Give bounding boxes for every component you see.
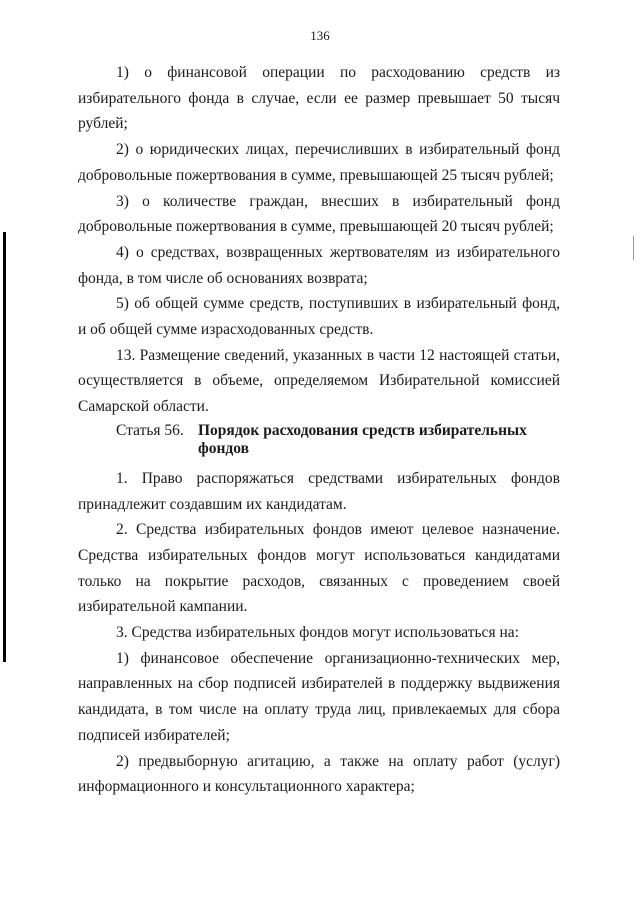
article-heading (78, 422, 560, 458)
scan-edge-mark (633, 236, 634, 260)
paragraph-item-3: 3) о количестве граждан, внесших в избирательный фонд добровольные пожертвования в сумме, превышающей 20 тысяч рублей; (78, 192, 560, 236)
paragraph-item-5: 5) об общей сумме средств, поступивших в избирательный фонд, и об общей сумме израсходованных средств. (78, 295, 560, 339)
paragraph-part-2: 2. Средства избирательных фондов имеют целевое назначение. Средства избирательных фондов могут использоваться кандидатами только на покрытие расходов, связанных с проведением своей избирательной кампании. (78, 521, 560, 616)
scan-margin-bar (3, 232, 6, 662)
article-label: Статья 56. (116, 421, 184, 439)
paragraph-subitem-1: 1) финансовое обеспечение организационно-технических мер, направленных на сбор подписей избирателей в поддержку выдвижения кандидата, в том числе на оплату труда лиц, привлекаемых для сбора подписей избирателей; (78, 649, 560, 744)
paragraph-item-2: 2) о юридических лицах, перечисливших в избирательный фонд добровольные пожертвования в сумме, превышающей 25 тысяч рублей; (78, 141, 560, 184)
paragraph-part-3: 3. Средства избирательных фондов могут использоваться на: (116, 624, 519, 642)
paragraph-subitem-2: 2) предвыборную агитацию, а также на оплату работ (услуг) информационного и консультационного характера; (78, 752, 560, 796)
page-number: 136 (310, 28, 330, 43)
paragraph-part-1: 1. Право распоряжаться средствами избирательных фондов принадлежит создавшим их кандидатам. (78, 469, 560, 513)
paragraph-item-1: 1) о финансовой операции по расходованию средств из избирательного фонда в случае, если ее размер превышает 50 тысяч рублей; (78, 64, 560, 133)
paragraph-item-4: 4) о средствах, возвращенных жертвователям из избирательного фонда, в том числе об основаниях возврата; (78, 243, 560, 287)
document-body (78, 60, 560, 800)
paragraph-part-13: 13. Размещение сведений, указанных в части 12 настоящей статьи, осуществляется в объеме, определяемом Избирательной комиссией Самарской области. (78, 346, 560, 416)
article-title: Порядок расходования средств избирательных фондов (198, 421, 527, 457)
